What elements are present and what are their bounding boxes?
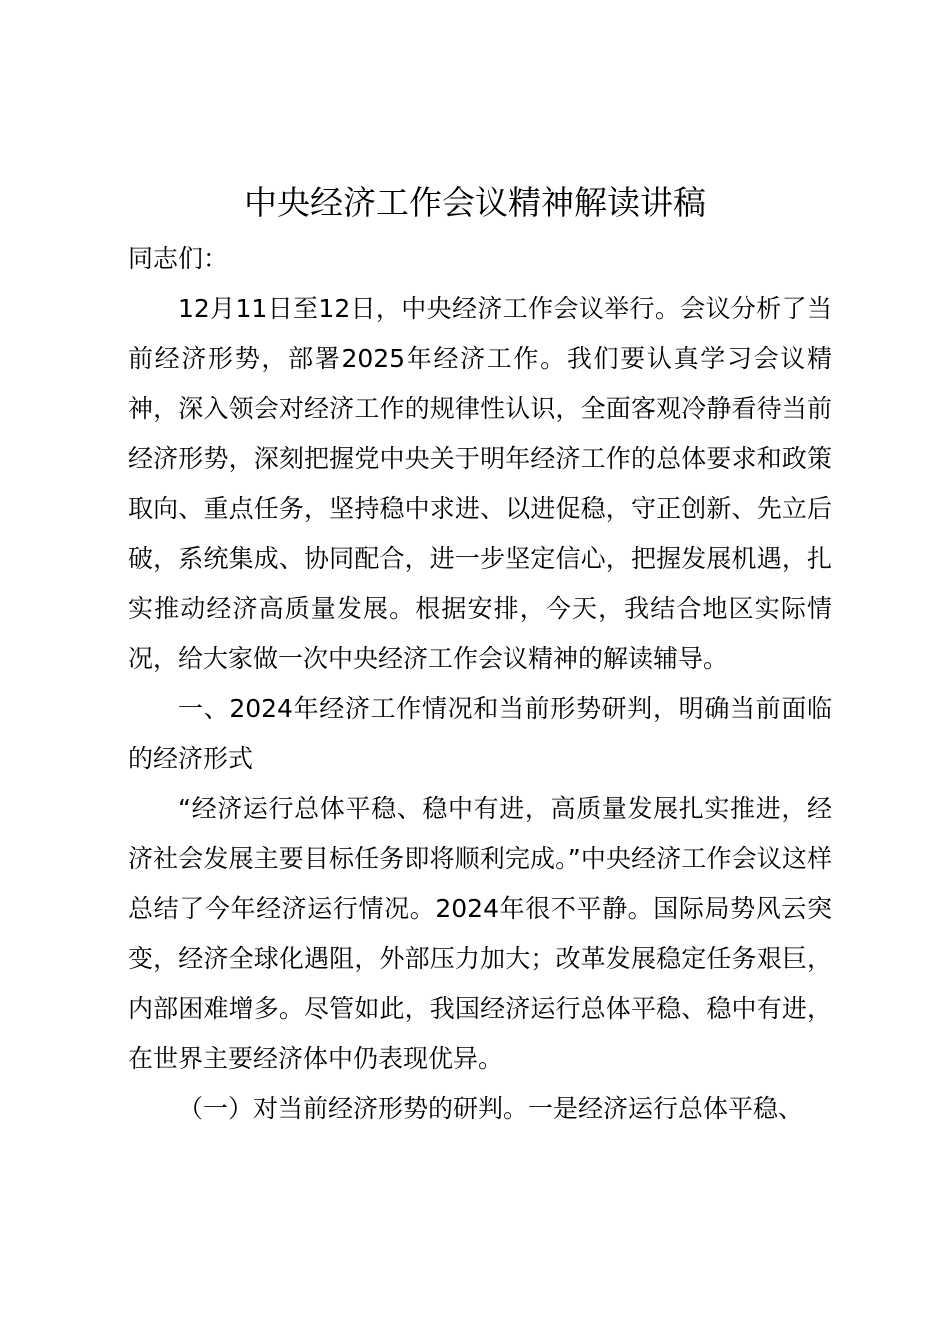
paragraph-intro: 12月11日至12日，中央经济工作会议举行。会议分析了当前经济形势，部署2025年经济工作。我们要认真学习会议精神，深入领会对经济工作的规律性认识，全面客观冷静看待当前经济形势，深刻把握党中央关于明年经济工作的总体要求和政策取向、重点任务，坚持稳中求进、以进促稳，守正创新、先立后破，系统集成、协同配合，进一步坚定信心，把握发展机遇，扎实推动经济高质量发展。根据安排，今天，我结合地区实际情况，给大家做一次中央经济工作会议精神的解读辅导。 — [128, 294, 832, 673]
document-body — [128, 234, 832, 1134]
paragraph-summary: “经济运行总体平稳、稳中有进，高质量发展扎实推进，经济社会发展主要目标任务即将顺利完成。”中央经济工作会议这样总结了今年经济运行情况。2024年很不平静。国际局势风云突变，经济全球化遇阻，外部压力加大；改革发展稳定任务艰巨，内部困难增多。尽管如此，我国经济运行总体平稳、稳中有进，在世界主要经济体中仍表现优异。 — [128, 794, 832, 1073]
section-heading-1: 一、2024年经济工作情况和当前形势研判，明确当前面临的经济形式 — [128, 694, 832, 773]
salutation: 同志们： — [128, 244, 229, 273]
subsection-heading-1: （一）对当前经济形势的研判。一是经济运行总体平稳、 — [178, 1094, 804, 1123]
document-title: 中央经济工作会议精神解读讲稿 — [244, 183, 706, 222]
